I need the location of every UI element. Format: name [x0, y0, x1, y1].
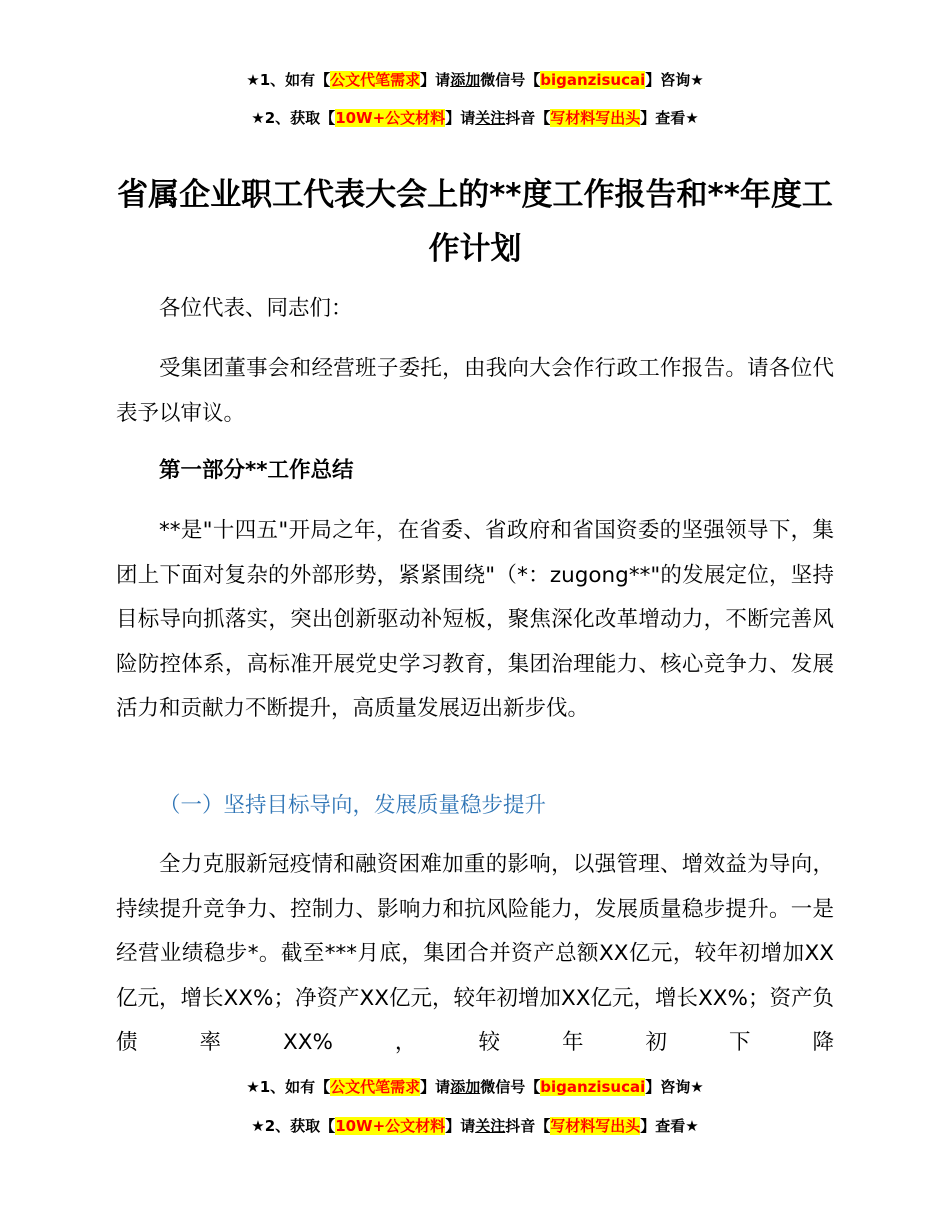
banner-highlight: 公文代笔需求 [330, 1078, 421, 1096]
bottom-banner-line-1 [0, 1077, 950, 1097]
part1-heading: 第一部分**工作总结 [159, 458, 354, 483]
banner-prefix: ★1、如有【 [246, 1078, 331, 1096]
banner-suffix: 】查看★ [640, 1117, 699, 1135]
top-banner-line-1 [0, 70, 950, 90]
summary-paragraph: **是"十四五"开局之年，在省委、省政府和省国资委的坚强领导下，集团上下面对复杂的外部形势，紧紧围绕"（*：zugong**"的发展定位，坚持目标导向抓落实，突出创新驱动补短板，聚焦深化改革增动力，不断完善风险防控体系，高标准开展党史学习教育，集团治理能力、核心竞争力、发展活力和贡献力不断提升，高质量发展迈出新步伐。 [116, 518, 834, 721]
banner-douyin-id: 写材料写出头 [550, 1117, 641, 1135]
section1-heading: （一）坚持目标导向，发展质量稳步提升 [159, 793, 547, 818]
banner-text: 抖音【 [505, 109, 551, 127]
banner-prefix: ★2、获取【 [251, 109, 336, 127]
banner-prefix: ★2、获取【 [251, 1117, 336, 1135]
bottom-banner-line-2 [0, 1116, 950, 1136]
document-title: 省属企业职工代表大会上的**度工作报告和**年度工作计划 [117, 177, 833, 267]
banner-text: 】请 [445, 1117, 476, 1135]
banner-text: 】请 [420, 71, 451, 89]
banner-douyin-id: 写材料写出头 [550, 109, 641, 127]
banner-suffix: 】咨询★ [645, 1078, 704, 1096]
banner-highlight: 10W+公文材料 [335, 109, 446, 127]
banner-wechat-id: biganzisucai [540, 71, 646, 89]
banner-highlight: 公文代笔需求 [330, 71, 421, 89]
banner-underline-text: 添加 [450, 71, 481, 89]
banner-wechat-id: biganzisucai [540, 1078, 646, 1096]
intro-paragraph: 受集团董事会和经营班子委托，由我向大会作行政工作报告。请各位代表予以审议。 [116, 356, 834, 426]
banner-text: 微信号【 [480, 71, 541, 89]
banner-prefix: ★1、如有【 [246, 71, 331, 89]
salutation: 各位代表、同志们： [159, 296, 353, 321]
banner-text: 微信号【 [480, 1078, 541, 1096]
banner-suffix: 】查看★ [640, 109, 699, 127]
banner-text: 】请 [445, 109, 476, 127]
banner-underline-text: 添加 [450, 1078, 481, 1096]
section1-paragraph: 全力克服新冠疫情和融资困难加重的影响，以强管理、增效益为导向，持续提升竞争力、控制力、影响力和抗风险能力，发展质量稳步提升。一是经营业绩稳步*。截至***月底，集团合并资产总额XX亿元，较年初增加XX亿元，增长XX%；净资产XX亿元，较年初增加XX亿元，增长XX%；资产负债率XX%，较年初下降 [116, 852, 834, 1055]
banner-text: 】请 [420, 1078, 451, 1096]
banner-highlight: 10W+公文材料 [335, 1117, 446, 1135]
banner-underline-text: 关注 [475, 109, 506, 127]
banner-underline-text: 关注 [475, 1117, 506, 1135]
banner-suffix: 】咨询★ [645, 71, 704, 89]
top-banner-line-2 [0, 108, 950, 128]
banner-text: 抖音【 [505, 1117, 551, 1135]
